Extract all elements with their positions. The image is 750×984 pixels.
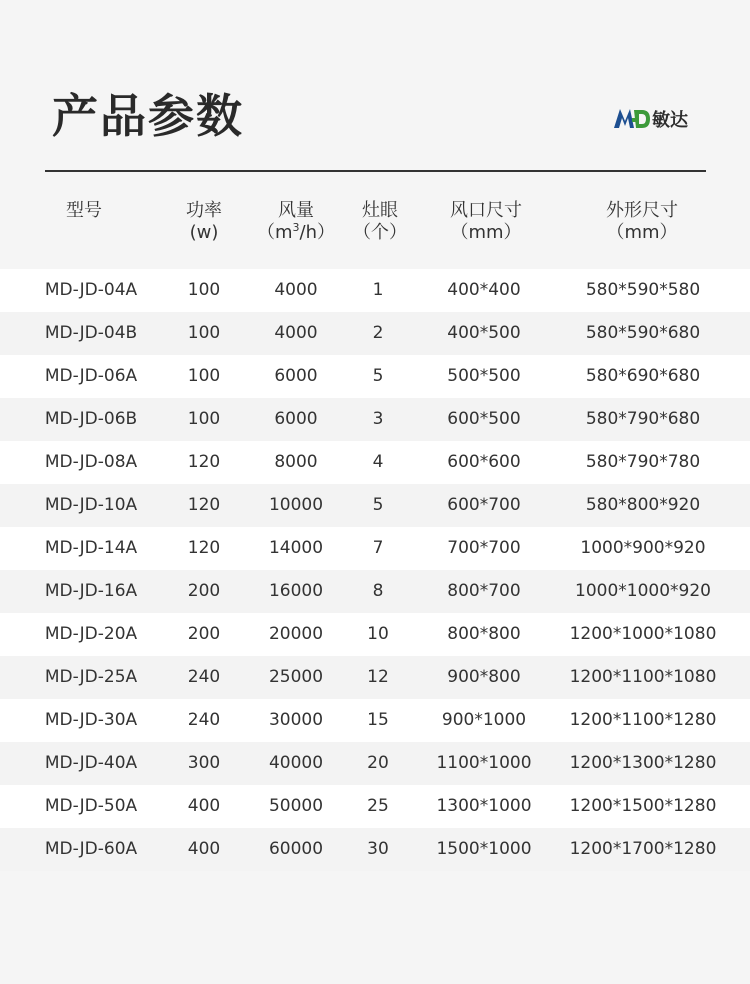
cell-dimensions: 1200*1700*1280	[569, 839, 717, 859]
cell-burners: 7	[372, 538, 384, 558]
cell-dimensions: 580*690*680	[585, 366, 701, 386]
cell-dimensions: 580*590*680	[585, 323, 701, 343]
cell-power: 400	[187, 796, 221, 816]
cell-power: 100	[187, 280, 221, 300]
cell-airflow: 6000	[274, 409, 318, 429]
cell-dimensions: 580*590*580	[585, 280, 701, 300]
table-row	[0, 742, 750, 785]
table-row	[0, 355, 750, 398]
header-airflow-unit-post: /h）	[299, 222, 336, 243]
cell-airflow: 10000	[268, 495, 324, 515]
table-row	[0, 570, 750, 613]
cell-airflow: 50000	[268, 796, 324, 816]
cell-outlet-size: 400*500	[447, 323, 521, 343]
cell-burners: 5	[372, 366, 384, 386]
cell-burners: 1	[372, 280, 384, 300]
header-power-label: 功率	[186, 200, 222, 221]
table-row	[0, 484, 750, 527]
cell-model: MD-JD-20A	[44, 624, 138, 644]
cell-outlet-size: 900*800	[447, 667, 521, 687]
cell-airflow: 20000	[268, 624, 324, 644]
cell-model: MD-JD-25A	[44, 667, 138, 687]
cell-outlet-size: 1300*1000	[436, 796, 532, 816]
header-power-unit: (w)	[189, 222, 219, 243]
cell-power: 400	[187, 839, 221, 859]
table-row	[0, 785, 750, 828]
logo-text: 敏达	[652, 110, 688, 131]
cell-airflow: 16000	[268, 581, 324, 601]
header-outlet-size	[424, 200, 548, 244]
table-body	[0, 269, 750, 871]
cell-outlet-size: 600*700	[447, 495, 521, 515]
header-dimensions	[580, 200, 704, 244]
cell-burners: 5	[372, 495, 384, 515]
header-airflow-unit-sup: 3	[292, 221, 300, 234]
cell-dimensions: 580*790*680	[585, 409, 701, 429]
header-burners-unit: （个）	[353, 222, 407, 243]
cell-dimensions: 1200*1100*1080	[569, 667, 717, 687]
cell-power: 120	[187, 538, 221, 558]
cell-burners: 25	[367, 796, 389, 816]
table-row	[0, 656, 750, 699]
page-title: 产品参数	[52, 89, 244, 143]
header-outlet-size-label: 风口尺寸	[450, 200, 522, 221]
cell-outlet-size: 800*700	[447, 581, 521, 601]
cell-burners: 30	[367, 839, 389, 859]
cell-burners: 20	[367, 753, 389, 773]
cell-power: 300	[187, 753, 221, 773]
cell-airflow: 25000	[268, 667, 324, 687]
cell-outlet-size: 900*1000	[441, 710, 527, 730]
header-dimensions-label: 外形尺寸	[606, 200, 678, 221]
cell-outlet-size: 1100*1000	[436, 753, 532, 773]
cell-outlet-size: 1500*1000	[436, 839, 532, 859]
header-model-label: 型号	[66, 200, 102, 221]
cell-dimensions: 1200*1000*1080	[569, 624, 717, 644]
cell-outlet-size: 600*500	[447, 409, 521, 429]
cell-outlet-size: 500*500	[447, 366, 521, 386]
cell-burners: 4	[372, 452, 384, 472]
cell-model: MD-JD-60A	[44, 839, 138, 859]
cell-dimensions: 580*800*920	[585, 495, 701, 515]
cell-power: 100	[187, 366, 221, 386]
cell-model: MD-JD-04B	[44, 323, 138, 343]
cell-model: MD-JD-14A	[44, 538, 138, 558]
cell-airflow: 60000	[268, 839, 324, 859]
cell-airflow: 8000	[274, 452, 318, 472]
cell-airflow: 6000	[274, 366, 318, 386]
cell-dimensions: 580*790*780	[585, 452, 701, 472]
cell-dimensions: 1000*900*920	[580, 538, 706, 558]
cell-airflow: 14000	[268, 538, 324, 558]
cell-dimensions: 1200*1300*1280	[569, 753, 717, 773]
cell-model: MD-JD-10A	[44, 495, 138, 515]
cell-model: MD-JD-04A	[44, 280, 138, 300]
cell-power: 100	[187, 323, 221, 343]
cell-power: 120	[187, 495, 221, 515]
cell-burners: 3	[372, 409, 384, 429]
cell-model: MD-JD-30A	[44, 710, 138, 730]
header-airflow-unit	[246, 222, 346, 244]
table-row	[0, 527, 750, 570]
table-row	[0, 269, 750, 312]
header-power	[164, 200, 244, 244]
cell-outlet-size: 700*700	[447, 538, 521, 558]
table-header	[0, 200, 750, 250]
header-burners	[344, 200, 416, 244]
cell-airflow: 40000	[268, 753, 324, 773]
cell-outlet-size: 800*800	[447, 624, 521, 644]
table-row	[0, 441, 750, 484]
cell-outlet-size: 400*400	[447, 280, 521, 300]
table-row	[0, 398, 750, 441]
cell-burners: 10	[367, 624, 389, 644]
header-airflow-unit-pre: （m	[256, 222, 293, 243]
cell-dimensions: 1000*1000*920	[575, 581, 711, 601]
cell-model: MD-JD-06B	[44, 409, 138, 429]
cell-model: MD-JD-40A	[44, 753, 138, 773]
header-burners-label: 灶眼	[362, 200, 398, 221]
cell-dimensions: 1200*1500*1280	[569, 796, 717, 816]
cell-airflow: 4000	[274, 280, 318, 300]
cell-airflow: 30000	[268, 710, 324, 730]
cell-model: MD-JD-16A	[44, 581, 138, 601]
cell-outlet-size: 600*600	[447, 452, 521, 472]
header-airflow-label: 风量	[278, 200, 314, 221]
header-airflow	[246, 200, 346, 244]
cell-burners: 12	[367, 667, 389, 687]
header-outlet-size-unit: （mm）	[450, 222, 522, 243]
cell-airflow: 4000	[274, 323, 318, 343]
cell-dimensions: 1200*1100*1280	[569, 710, 717, 730]
cell-power: 200	[187, 624, 221, 644]
cell-model: MD-JD-08A	[44, 452, 138, 472]
header-dimensions-unit: （mm）	[606, 222, 678, 243]
cell-power: 200	[187, 581, 221, 601]
cell-power: 120	[187, 452, 221, 472]
cell-burners: 15	[367, 710, 389, 730]
header-model	[40, 200, 128, 222]
table-row	[0, 312, 750, 355]
table-row	[0, 613, 750, 656]
cell-model: MD-JD-50A	[44, 796, 138, 816]
cell-power: 240	[187, 667, 221, 687]
cell-power: 100	[187, 409, 221, 429]
title-divider	[45, 170, 706, 172]
cell-burners: 8	[372, 581, 384, 601]
table-row	[0, 699, 750, 742]
cell-power: 240	[187, 710, 221, 730]
cell-burners: 2	[372, 323, 384, 343]
company-logo	[612, 104, 704, 132]
table-row	[0, 828, 750, 871]
cell-model: MD-JD-06A	[44, 366, 138, 386]
